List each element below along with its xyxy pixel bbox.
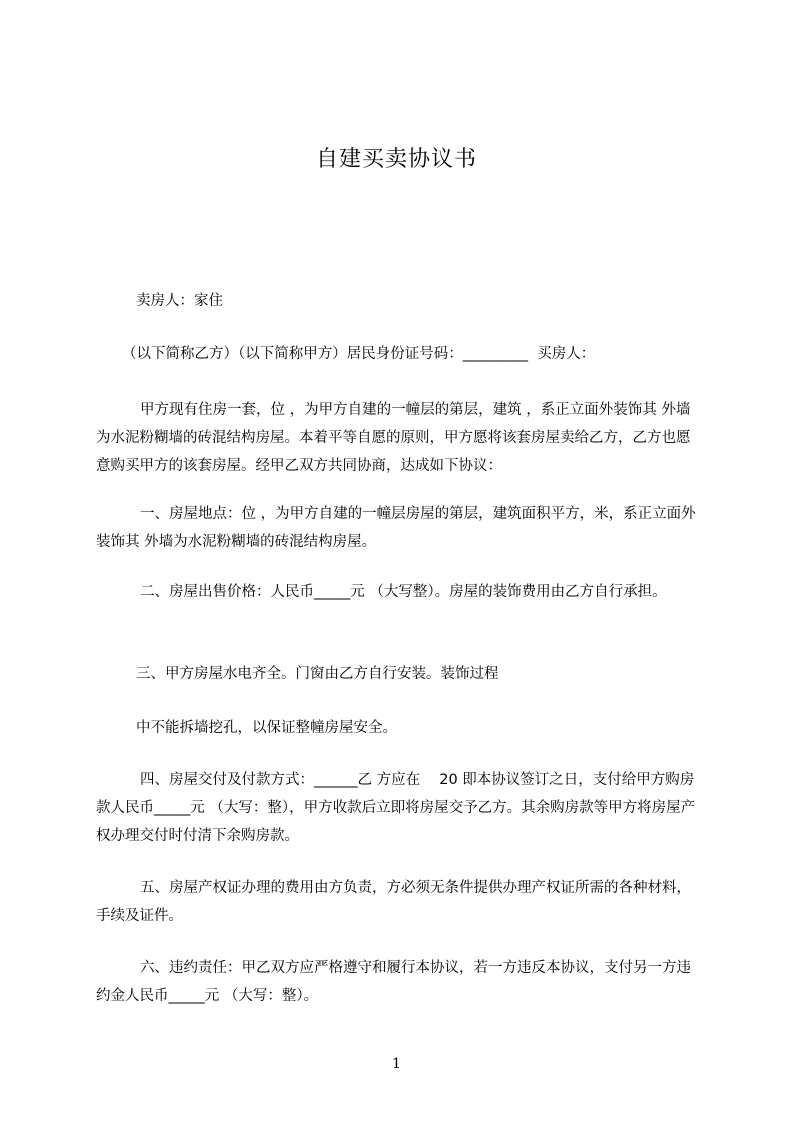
clause-2: 二、房屋出售价格：人民币_____元 （大写整）。房屋的装饰费用由乙方自行承担。 — [140, 584, 667, 600]
clause-3-line-2: 中不能拆墙挖孔，以保证整幢房屋安全。 — [136, 720, 397, 736]
parties-line: （以下简称乙方）（以下简称甲方）居民身份证号码：_________ 买房人： — [122, 346, 596, 362]
document-title: 自建买卖协议书 — [315, 147, 477, 172]
seller-line: 卖房人：家住 — [136, 293, 223, 309]
clause-1: 一、房屋地点：位 ，为甲方自建的一幢层房屋的第层，建筑面积平方，米，系正立面外装饰其 外墙为水泥粉糊墙的砖混结构房屋。 — [96, 506, 696, 550]
intro-paragraph: 甲方现有住房一套，位 ，为甲方自建的一幢层的第层，建筑 ，系正立面外装饰其 外墙为水泥粉糊墙的砖混结构房屋。本着平等自愿的原则，甲方愿将该套房屋卖给乙方，乙方也愿意购买甲方的该套房屋。经甲乙双方共同协商，达成如下协议： — [96, 402, 691, 474]
clause-3-line-1: 三、甲方房屋水电齐全。门窗由乙方自行安装。装饰过程 — [136, 666, 499, 682]
clause-5: 五、房屋产权证办理的费用由方负责，方必须无条件提供办理产权证所需的各种材料，手续及证件。 — [96, 880, 691, 924]
clause-6: 六、违约责任：甲乙双方应严格遵守和履行本协议，若一方违反本协议，支付另一方违约金人民币_____元 （大写：整）。 — [96, 960, 691, 1004]
clause-4: 四、房屋交付及付款方式：______乙 方应在 20 即本协议签订之日，支付给甲方购房款人民币_____元 （大写：整），甲方收款后立即将房屋交予乙方。其余购房款等甲方将房屋产权办理交付时付清下余购房款。 — [96, 772, 696, 844]
page-number: 1 — [392, 1056, 401, 1072]
